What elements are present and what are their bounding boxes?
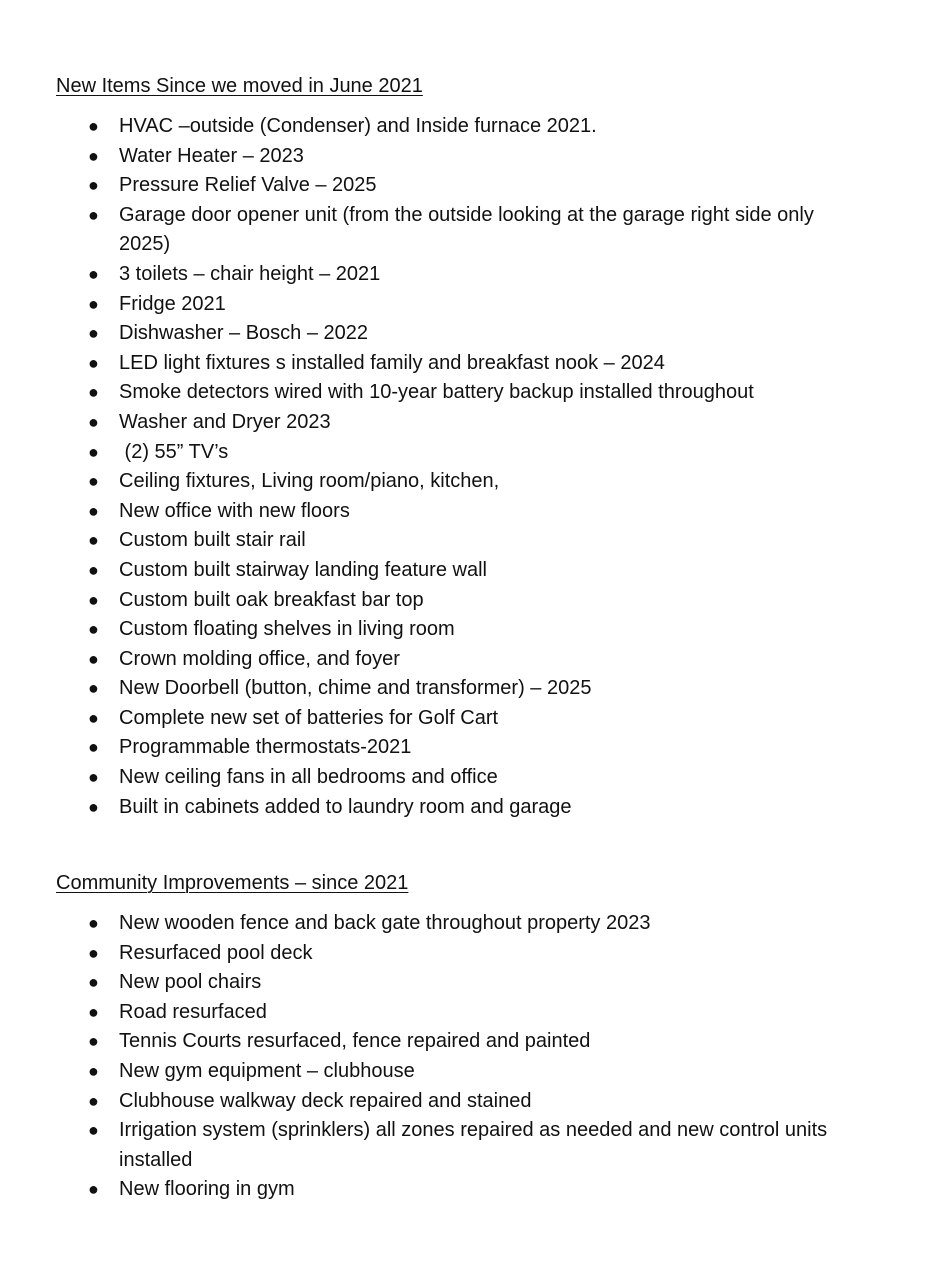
bullet-icon: ●	[88, 972, 99, 993]
bullet-icon: ●	[88, 678, 99, 699]
bullet-icon: ●	[88, 175, 99, 196]
list-item: ● Custom built oak breakfast bar top	[56, 586, 896, 616]
list-item: ● New wooden fence and back gate throughout property 2023	[56, 909, 896, 939]
list-item: ● Ceiling fixtures, Living room/piano, kitchen,	[56, 467, 896, 497]
bullet-icon: ●	[88, 737, 99, 758]
bullet-icon: ●	[88, 382, 99, 403]
list-item: ● Custom floating shelves in living room	[56, 615, 896, 645]
list-item: ● Road resurfaced	[56, 998, 896, 1028]
list-item: ● HVAC –outside (Condenser) and Inside furnace 2021.	[56, 112, 896, 142]
bullet-icon: ●	[88, 352, 99, 373]
bullet-icon: ●	[88, 1060, 99, 1081]
bullet-icon: ●	[88, 619, 99, 640]
list-item: ● Custom built stair rail	[56, 526, 896, 556]
list-item: ● Washer and Dryer 2023	[56, 408, 896, 438]
list-item: ● (2) 55” TV’s	[56, 438, 896, 468]
list-item: ● New office with new floors	[56, 497, 896, 527]
bullet-icon: ●	[88, 1001, 99, 1022]
bullet-icon: ●	[88, 767, 99, 788]
section-heading: Community Improvements – since 2021	[56, 872, 409, 894]
bullet-icon: ●	[88, 1090, 99, 1111]
list-item: ● New gym equipment – clubhouse	[56, 1057, 896, 1087]
bullet-icon: ●	[88, 323, 99, 344]
list-item: ● LED light fixtures s installed family and breakfast nook – 2024	[56, 349, 896, 379]
list-item: ● New ceiling fans in all bedrooms and office	[56, 763, 896, 793]
bullet-icon: ●	[88, 1120, 99, 1141]
list-item: ● Water Heater – 2023	[56, 142, 896, 172]
community-items-list	[56, 909, 896, 1205]
list-item: ● Irrigation system (sprinklers) all zones repaired as needed and new control units installed	[56, 1116, 896, 1175]
list-item: ● New flooring in gym	[56, 1175, 896, 1205]
list-item: ● Programmable thermostats-2021	[56, 733, 896, 763]
bullet-icon: ●	[88, 589, 99, 610]
bullet-icon: ●	[88, 530, 99, 551]
list-item: ● Pressure Relief Valve – 2025	[56, 171, 896, 201]
list-item: ● New pool chairs	[56, 968, 896, 998]
list-item: ● Built in cabinets added to laundry room and garage	[56, 793, 896, 823]
bullet-icon: ●	[88, 471, 99, 492]
new-items-list	[56, 112, 896, 822]
bullet-icon: ●	[88, 559, 99, 580]
list-item: ● Dishwasher – Bosch – 2022	[56, 319, 896, 349]
community-improvements-section	[56, 869, 896, 1205]
bullet-icon: ●	[88, 116, 99, 136]
list-item: ● Smoke detectors wired with 10-year battery backup installed throughout	[56, 378, 896, 408]
section-heading: New Items Since we moved in June 2021	[56, 75, 423, 97]
list-item: ● Fridge 2021	[56, 290, 896, 320]
list-item: ● Complete new set of batteries for Golf Cart	[56, 704, 896, 734]
list-item: ● 3 toilets – chair height – 2021	[56, 260, 896, 290]
bullet-icon: ●	[88, 913, 99, 933]
new-items-section	[56, 72, 896, 822]
bullet-icon: ●	[88, 263, 99, 284]
bullet-icon: ●	[88, 500, 99, 521]
bullet-icon: ●	[88, 1179, 99, 1200]
bullet-icon: ●	[88, 648, 99, 669]
bullet-icon: ●	[88, 796, 99, 817]
bullet-icon: ●	[88, 204, 99, 225]
bullet-icon: ●	[88, 707, 99, 728]
bullet-icon: ●	[88, 145, 99, 166]
bullet-icon: ●	[88, 441, 99, 462]
bullet-icon: ●	[88, 411, 99, 432]
bullet-icon: ●	[88, 942, 99, 963]
list-item: ● Garage door opener unit (from the outside looking at the garage right side only 2025)	[56, 201, 896, 260]
list-item: ● Tennis Courts resurfaced, fence repaired and painted	[56, 1027, 896, 1057]
bullet-icon: ●	[88, 1031, 99, 1052]
list-item: ● Crown molding office, and foyer	[56, 645, 896, 675]
list-item: ● Custom built stairway landing feature wall	[56, 556, 896, 586]
list-item: ● Resurfaced pool deck	[56, 939, 896, 969]
list-item: ● Clubhouse walkway deck repaired and stained	[56, 1087, 896, 1117]
bullet-icon: ●	[88, 293, 99, 314]
list-item: ● New Doorbell (button, chime and transformer) – 2025	[56, 674, 896, 704]
